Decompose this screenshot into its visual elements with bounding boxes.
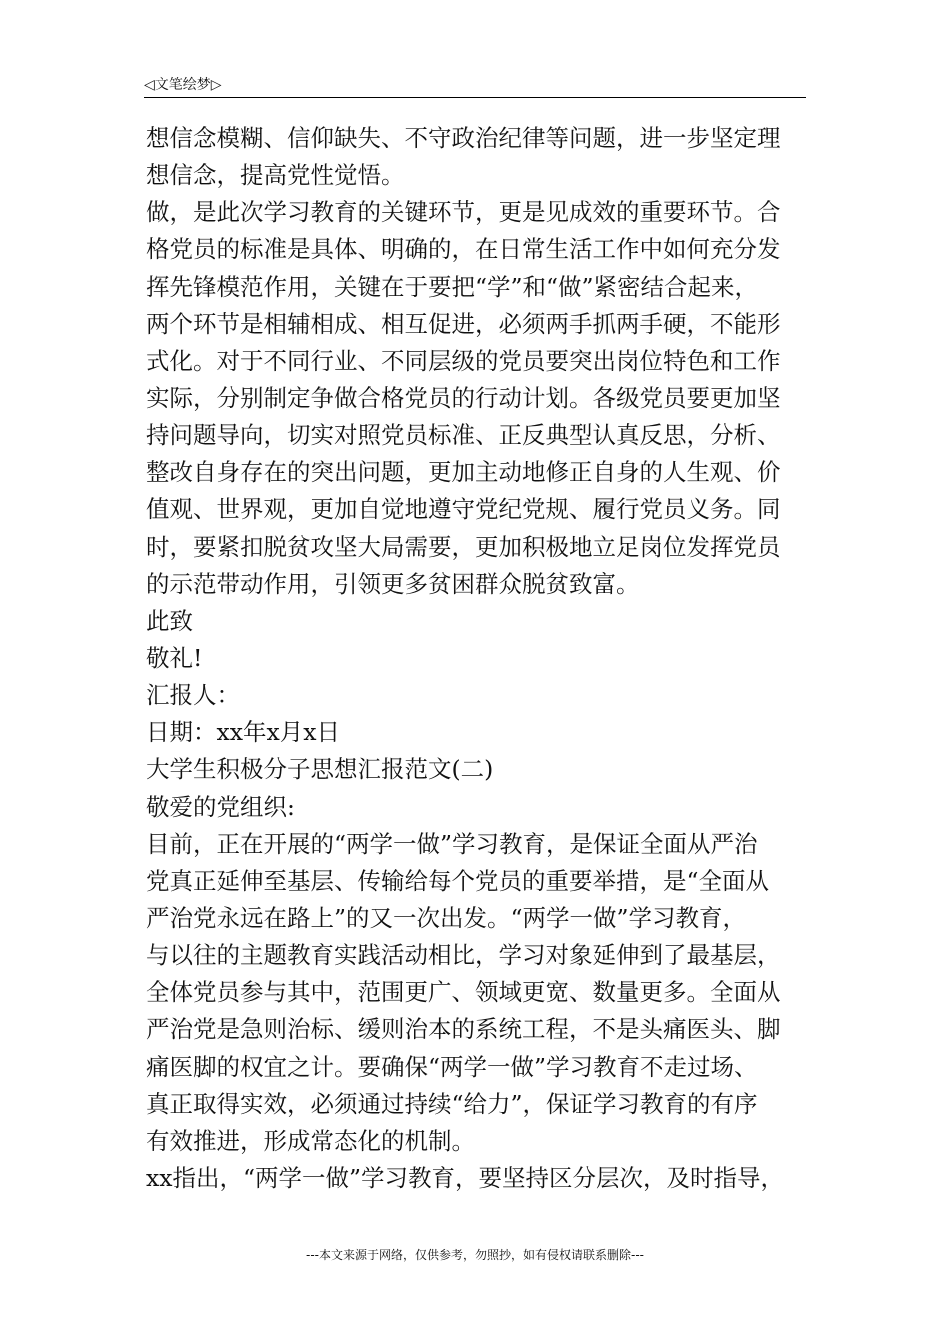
body-line: 党真正延伸至基层、传输给每个党员的重要举措，是“全面从: [146, 866, 770, 895]
body-line: 式化。对于不同行业、不同层级的党员要突出岗位特色和工作: [146, 346, 781, 375]
header-divider: [144, 97, 806, 98]
body-line: 格党员的标准是具体、明确的，在日常生活工作中如何充分发: [146, 235, 781, 264]
greeting: 敬爱的党组织:: [146, 792, 295, 821]
body-line: 时，要紧扣脱贫攻坚大局需要，更加积极地立足岗位发挥党员: [146, 532, 781, 561]
body-line: 全体党员参与其中，范围更广、领域更宽、数量更多。全面从: [146, 978, 781, 1007]
page-footer: ---本文来源于网络，仅供参考，勿照抄，如有侵权请联系删除---: [306, 1248, 644, 1262]
body-line: 做，是此次学习教育的关键环节，更是见成效的重要环节。合: [146, 198, 781, 227]
page-header: ◁文笔绘梦▷: [144, 77, 222, 93]
closing-salutation: 此致: [146, 606, 193, 635]
body-line: 目前，正在开展的“两学一做”学习教育，是保证全面从严治: [146, 829, 758, 858]
body-line: 有效推进，形成常态化的机制。: [146, 1126, 475, 1155]
body-line: 想信念模糊、信仰缺失、不守政治纪律等问题，进一步坚定理: [146, 124, 781, 152]
document-body: [146, 120, 810, 1197]
body-line: 想信念，提高党性觉悟。: [146, 161, 405, 190]
body-line: 整改自身存在的突出问题，更加主动地修正自身的人生观、价: [146, 458, 781, 487]
body-line: 实际，分别制定争做合格党员的行动计划。各级党员要更加坚: [146, 383, 781, 412]
body-line: 痛医脚的权宜之计。要确保“两学一做”学习教育不走过场、: [146, 1052, 758, 1081]
reporter-label: 汇报人：: [146, 681, 240, 710]
body-line: 两个环节是相辅相成、相互促进，必须两手抓两手硬，不能形: [146, 309, 781, 338]
body-line: 严治党是急则治标、缓则治本的系统工程，不是头痛医头、脚: [146, 1015, 781, 1044]
body-line: xx指出，“两学一做”学习教育，要坚持区分层次，及时指导，: [146, 1163, 785, 1192]
section-title: 大学生积极分子思想汇报范文(二): [146, 755, 494, 784]
body-line: 的示范带动作用，引领更多贫困群众脱贫致富。: [146, 569, 640, 598]
body-line: 严治党永远在路上”的又一次出发。“两学一做”学习教育，: [146, 903, 747, 932]
body-line: 挥先锋模范作用，关键在于要把“学”和“做”紧密结合起来，: [146, 272, 759, 301]
body-line: 真正取得实效，必须通过持续“给力”，保证学习教育的有序: [146, 1089, 758, 1118]
body-line: 与以往的主题教育实践活动相比，学习对象延伸到了最基层，: [146, 941, 781, 970]
closing-regards: 敬礼!: [146, 643, 203, 672]
body-line: 持问题导向，切实对照党员标准、正反典型认真反思，分析、: [146, 421, 781, 450]
body-line: 值观、世界观，更加自觉地遵守党纪党规、履行党员义务。同: [146, 495, 781, 524]
date-line: 日期：xx年x月x日: [146, 718, 341, 747]
